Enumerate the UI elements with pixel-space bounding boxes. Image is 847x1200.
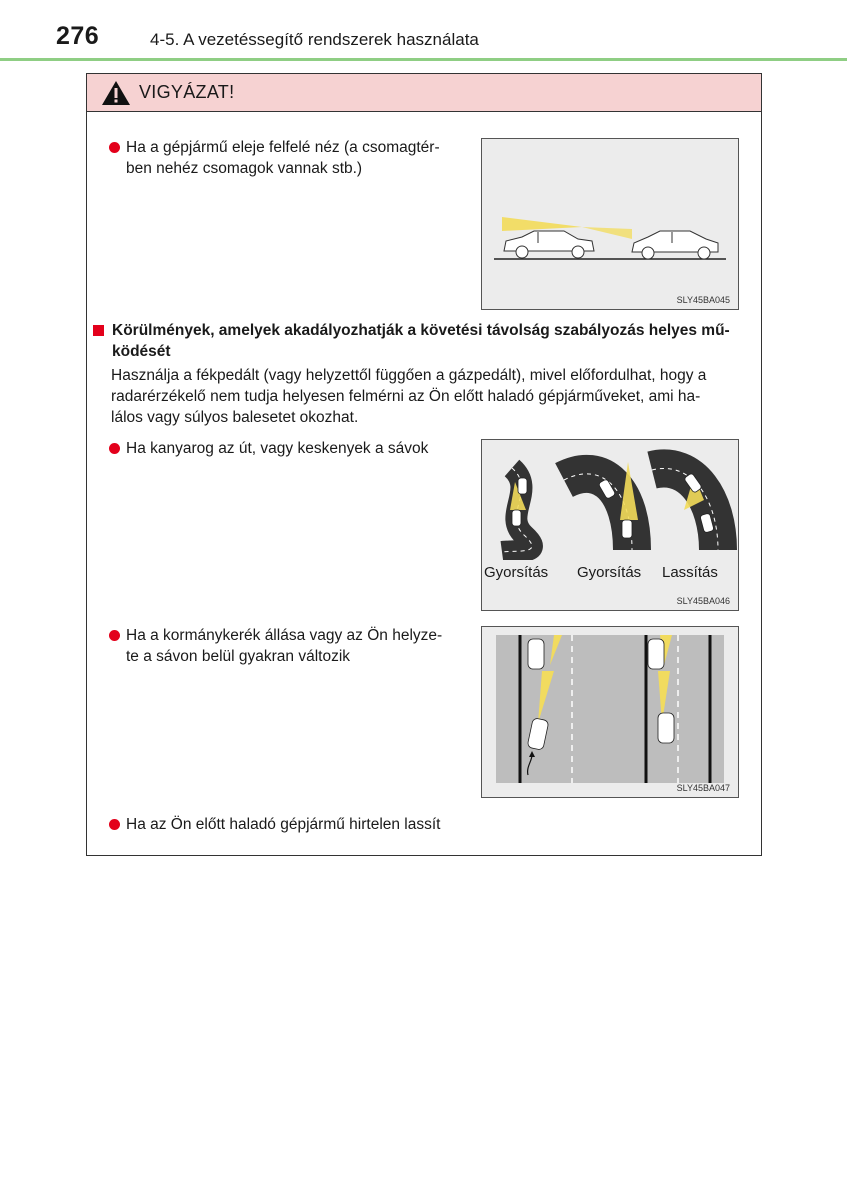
car-icon: [504, 231, 594, 258]
bullet-dot: [109, 630, 120, 641]
car-radar-illustration: [482, 139, 738, 309]
bullet-text: Ha a kormánykerék állása vagy az Ön helyze-: [126, 627, 443, 644]
section-square-icon: [93, 325, 104, 336]
radar-beam: [502, 217, 582, 231]
section-heading-text: Körülmények, amelyek akadályozhatják a követési távolság szabályozás helyes mű-: [112, 322, 730, 339]
car-icon: [632, 231, 718, 259]
warning-box: [86, 73, 762, 856]
car-icon: [512, 510, 521, 526]
figure-label-accelerate: Gyorsítás: [577, 564, 642, 581]
bullet-dot: [109, 443, 120, 454]
car-icon: [518, 478, 527, 494]
bullet-steering-position: [109, 625, 442, 667]
car-icon: [648, 639, 664, 669]
header-divider: [0, 58, 847, 61]
bullet-text: Ha a gépjármű eleje felfelé néz (a csomagtér-: [126, 139, 440, 156]
figure-label-accelerate: Gyorsítás: [484, 564, 549, 581]
section-heading: [93, 320, 753, 362]
bullet-front-raised: [109, 137, 440, 179]
bullet-dot: [109, 819, 120, 830]
section-body-line: Használja a fékpedált (vagy helyzettől függően a gázpedált), mivel előfordulhat, hogy a: [111, 367, 707, 384]
bullet-text: te a sávon belül gyakran változik: [126, 648, 351, 665]
figure-lane-position: [481, 626, 739, 798]
page-number: 276: [56, 22, 100, 50]
bullet-text: Ha kanyarog az út, vagy keskenyek a sávok: [126, 440, 429, 457]
car-icon: [528, 639, 544, 669]
lane-position-illustration: [482, 627, 738, 797]
figure-label-decelerate: Lassítás: [662, 564, 718, 581]
chapter-title: 4-5. A vezetéssegítő rendszerek használata: [150, 30, 479, 49]
figure-code: SLY45BA047: [676, 783, 730, 793]
section-body-line: lálos vagy súlyos balesetet okozhat.: [111, 409, 359, 426]
bullet-curvy-road: [109, 438, 428, 459]
warning-title: VIGYÁZAT!: [139, 82, 235, 102]
page-header: [0, 0, 847, 60]
warning-triangle-icon: [101, 80, 131, 106]
figure-code: SLY45BA046: [676, 596, 730, 606]
figure-code: SLY45BA045: [676, 295, 730, 305]
section-body: [111, 365, 751, 428]
warning-header: [87, 74, 761, 112]
car-icon: [622, 520, 632, 538]
section-heading-text: ködését: [112, 343, 171, 360]
bullet-text: Ha az Ön előtt haladó gépjármű hirtelen lassít: [126, 816, 441, 833]
curvy-road-illustration: [482, 440, 738, 560]
car-icon: [658, 713, 674, 743]
bullet-dot: [109, 142, 120, 153]
bullet-text: ben nehéz csomagok vannak stb.): [126, 160, 363, 177]
bullet-sudden-braking: [109, 814, 440, 835]
figure-curvy-road: [481, 439, 739, 611]
section-body-line: radarérzékelő nem tudja helyesen felmérni az Ön előtt haladó gépjárműveket, ami ha-: [111, 388, 701, 405]
figure-car-front-raised: [481, 138, 739, 310]
